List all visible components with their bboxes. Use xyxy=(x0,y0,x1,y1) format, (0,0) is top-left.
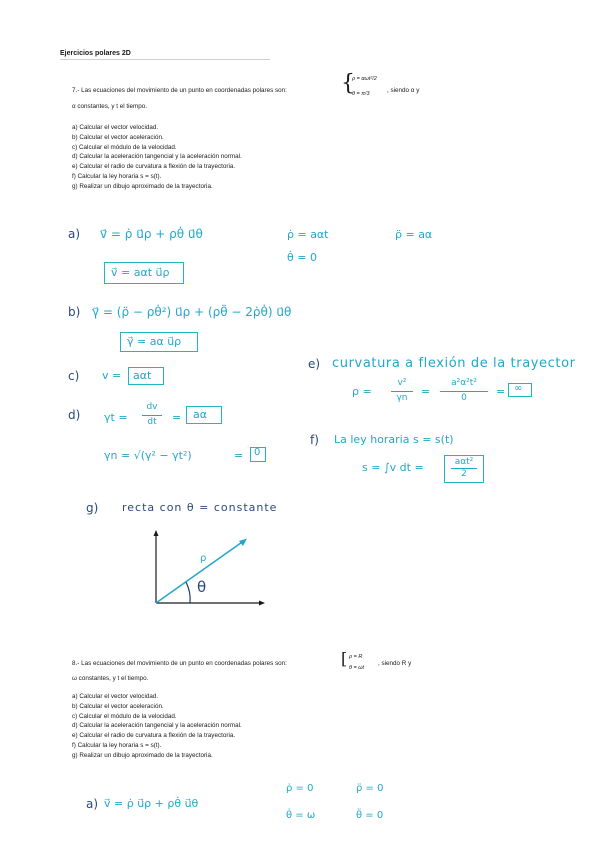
ex8-brace: [ xyxy=(341,649,348,668)
hw7-d-label: d) xyxy=(68,408,81,422)
ex8-tail: , siendo R y xyxy=(378,660,412,667)
hw7-e-frac2-num: a²α²t² xyxy=(451,378,477,388)
hw7-d-eq2: γn = √(γ² − γt²) xyxy=(104,449,192,462)
hw7-d-frac-den: dt xyxy=(147,417,157,427)
hw7-d-frac-num: dv xyxy=(146,402,158,412)
diagram-y-arrowhead xyxy=(154,530,159,536)
ex7-item-d: d) Calcular la aceleración tangencial y la aceleración normal. xyxy=(72,153,242,161)
hw7-e-lhs: ρ = xyxy=(352,385,372,398)
ex7-item-g: g) Realizar un dibujo aproximado de la trayectoria. xyxy=(72,182,213,190)
hw7-f-label: f) xyxy=(310,433,319,447)
hw7-b-label: b) xyxy=(68,305,81,319)
diagram-theta-label: θ xyxy=(197,578,207,596)
ex7-intro: 7.- Las ecuaciones del movimiento de un punto en coordenadas polares son: xyxy=(72,87,287,94)
hw7-g-label: g) xyxy=(86,501,99,515)
hw8-theta-ddot: θ̈ = 0 xyxy=(356,810,384,821)
ex7-item-c: c) Calcular el módulo de la velocidad. xyxy=(72,143,177,151)
theta-angle-arc xyxy=(186,582,190,603)
hw7-d-eq1-lhs: γt = xyxy=(104,411,128,424)
ex8-task-list xyxy=(72,692,242,761)
ex7-item-f: f) Calcular la ley horaria s = s(t). xyxy=(72,172,162,180)
ex8-intro: 8.- Las ecuaciones del movimiento de un punto en coordenadas polares son: xyxy=(72,660,287,667)
hw7-d-result1: aα xyxy=(193,408,207,421)
hw7-e-text: curvatura a flexión de la trayector xyxy=(332,356,576,371)
ex7-tail: , siendo α y xyxy=(387,87,420,94)
hw7-e-frac1-den: γn xyxy=(396,393,408,403)
ex8-item-a: a) Calcular el vector velocidad. xyxy=(72,693,159,700)
hw7-e-label: e) xyxy=(308,357,321,371)
hw7-c-label: c) xyxy=(68,369,80,383)
ex8-item-d: d) Calcular la aceleración tangencial y la aceleración normal. xyxy=(72,722,242,730)
hw7-theta-dot: θ̇ = 0 xyxy=(287,251,317,264)
ex7-eq-theta: θ = π/3 xyxy=(352,91,370,97)
hw7-f-text: La ley horaria s = s(t) xyxy=(334,433,454,446)
ex8-item-c: c) Calcular el módulo de la velocidad. xyxy=(72,712,177,720)
ex8-eq-rho: ρ = R xyxy=(349,654,363,660)
hw8-rho-ddot: ρ̈ = 0 xyxy=(356,783,384,794)
hw7-rho-ddot: ρ̈ = aα xyxy=(395,228,433,241)
ex8-eq-theta: θ = ωt xyxy=(349,665,365,671)
hw7-c-result: aαt xyxy=(133,369,152,382)
ex7-item-e: e) Calcular el radio de curvatura a flexión de la trayectoria. xyxy=(72,163,236,171)
hw7-a-result: v⃗ = aαt u⃗ρ xyxy=(111,266,170,279)
hw7-f-eq: s = ∫v dt = xyxy=(362,461,424,474)
diagram-rho-label: ρ xyxy=(200,553,207,564)
hw7-g-text: recta con θ = constante xyxy=(122,501,278,514)
hw7-f-result-num: aαt² xyxy=(454,457,474,467)
hw8-a-eq: v⃗ = ρ̇ u⃗ρ + ρθ̇ u⃗θ xyxy=(104,797,199,810)
hw7-e-eq-sign: = xyxy=(421,385,431,398)
hw7-b-eq: γ⃗ = (ρ̈ − ρθ̇²) u⃗ρ + (ρθ̈ − 2ρ̇θ̇) u⃗θ xyxy=(92,305,292,319)
hw7-e-eq-sign2: = xyxy=(496,385,506,398)
hw7-c-eq: v = xyxy=(102,369,122,382)
hw7-rho-dot: ρ̇ = aαt xyxy=(287,228,329,241)
hw7-f-result-den: 2 xyxy=(461,469,467,479)
hw7-d-eq2-sign: = xyxy=(234,449,244,462)
ex8-line2: ω constantes, y t el tiempo. xyxy=(72,675,149,682)
trajectory-arrowhead xyxy=(239,539,247,547)
hw8-rho-dot: ρ̇ = 0 xyxy=(286,783,314,794)
hw7-d-eq-sign: = xyxy=(172,411,182,424)
ex7-brace: { xyxy=(341,71,355,96)
ex8-item-b: b) Calcular el vector aceleración. xyxy=(72,702,164,710)
hw7-e-frac1-num: v² xyxy=(397,378,407,388)
hw7-b-result: γ⃗ = aα u⃗ρ xyxy=(127,335,182,348)
diagram-x-arrowhead xyxy=(259,601,265,606)
ex8-item-e: e) Calcular el radio de curvatura a flexión de la trayectoria. xyxy=(72,732,236,740)
ex7-eq-rho: ρ = αωt²/2 xyxy=(352,76,377,82)
ex7-line2: α constantes, y t el tiempo. xyxy=(72,103,148,110)
hw8-theta-dot: θ̇ = ω xyxy=(286,810,316,821)
hw7-e-frac2-den: 0 xyxy=(461,393,467,403)
ex8-item-g: g) Realizar un dibujo aproximado de la trayectoria. xyxy=(72,751,213,759)
hw7-a-label: a) xyxy=(68,227,81,241)
page-title: Ejercicios polares 2D xyxy=(60,50,131,57)
ex7-item-a: a) Calcular el vector velocidad. xyxy=(72,124,159,131)
hw7-a-eq: v⃗ = ρ̇ u⃗ρ + ρθ̇ u⃗θ xyxy=(100,227,203,241)
hw7-e-result: ∞ xyxy=(514,383,523,394)
ex8-item-f: f) Calcular la ley horaria s = s(t). xyxy=(72,741,162,749)
hw8-a-label: a) xyxy=(86,797,99,811)
ex7-item-b: b) Calcular el vector aceleración. xyxy=(72,133,164,141)
hw7-d-result2: 0 xyxy=(254,447,261,458)
